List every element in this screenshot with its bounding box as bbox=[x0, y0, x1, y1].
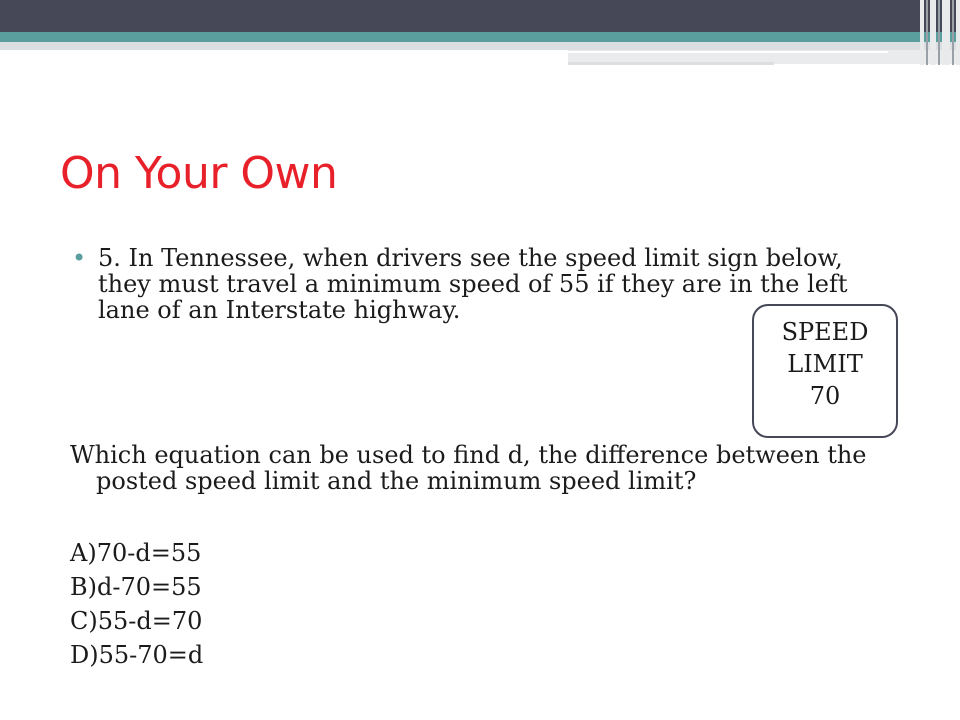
sign-line-value: 70 bbox=[809, 382, 841, 410]
header-bar-teal bbox=[0, 32, 960, 42]
question-text: Which equation can be used to find d, the difference between the posted speed limit and the minimum speed limit? bbox=[70, 441, 867, 495]
sign-line-limit: LIMIT bbox=[787, 350, 863, 378]
sign-line-speed: SPEED bbox=[781, 318, 869, 346]
bullet-text: 5. In Tennessee, when drivers see the speed limit sign below, they must travel a minimum speed of 55 if they are in the left lane of an Interstate highway. bbox=[98, 244, 848, 324]
header-bar-dark bbox=[0, 0, 960, 32]
header-bar-gray bbox=[0, 42, 960, 50]
header-line bbox=[568, 51, 888, 53]
option-c: C)55-d=70 bbox=[70, 607, 203, 635]
slide-title: On Your Own bbox=[60, 148, 338, 199]
option-a: A)70-d=55 bbox=[70, 539, 202, 567]
speed-limit-sign bbox=[752, 304, 898, 438]
header-bar-light-2 bbox=[568, 62, 774, 65]
header-stripes bbox=[920, 0, 960, 65]
option-b: B)d-70=55 bbox=[70, 573, 202, 601]
option-d: D)55-70=d bbox=[70, 641, 204, 669]
bullet-dot-icon: • bbox=[72, 244, 87, 272]
